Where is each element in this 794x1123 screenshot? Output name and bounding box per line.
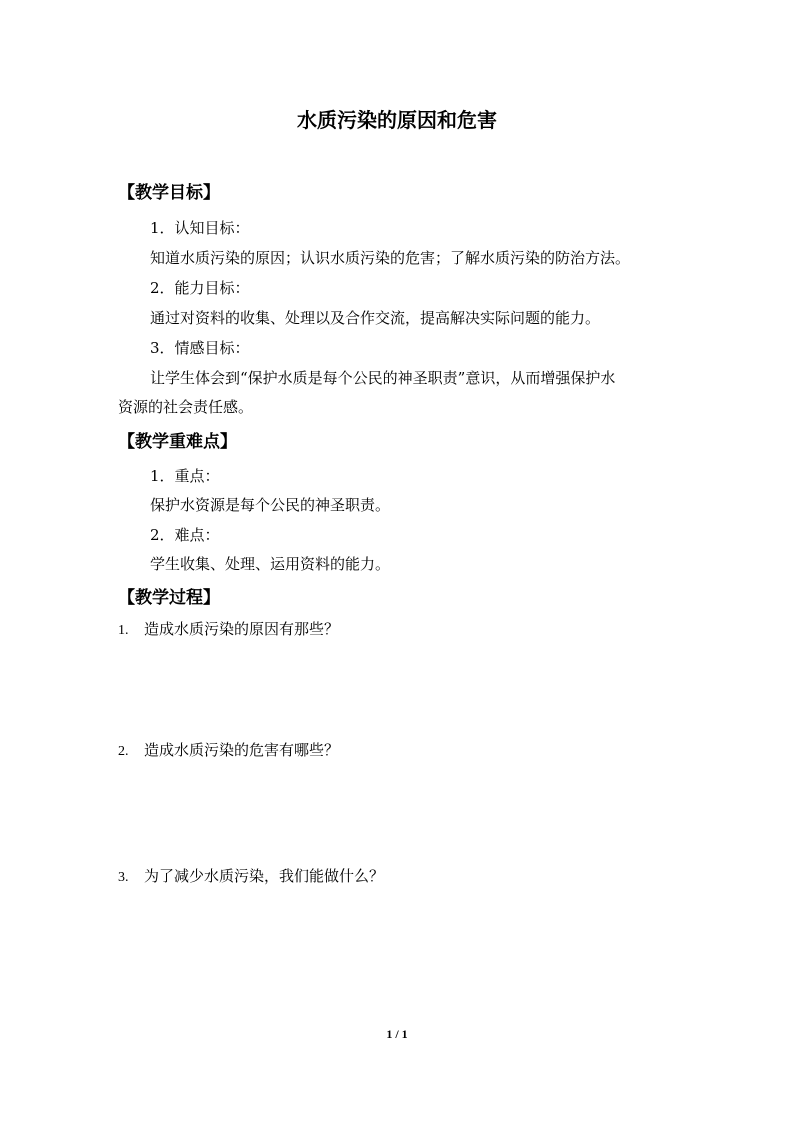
question-text: 为了减少水质污染，我们能做什么？ xyxy=(144,867,385,885)
page-number-footer: 1 / 1 xyxy=(386,1027,408,1041)
key-point-2-label: 2．难点： xyxy=(150,526,220,544)
key-point-2-text: 学生收集、处理、运用资料的能力。 xyxy=(150,555,391,573)
document-title: 水质污染的原因和危害 xyxy=(297,108,497,132)
question-number: 3. xyxy=(118,870,129,885)
goal-item-3-label: 3．情感目标： xyxy=(150,339,250,357)
section-heading-key-points: 【教学重难点】 xyxy=(118,432,237,452)
key-point-1-label: 1．重点： xyxy=(150,467,220,485)
goal-item-2-text: 通过对资料的收集、处理以及合作交流，提高解决实际问题的能力。 xyxy=(150,309,601,327)
key-point-1-text: 保护水资源是每个公民的神圣职责。 xyxy=(150,496,391,514)
question-text: 造成水质污染的原因有那些？ xyxy=(144,620,340,638)
question-number: 2. xyxy=(118,744,129,759)
process-question-2 xyxy=(118,739,339,760)
goal-item-1-text: 知道水质污染的原因；认识水质污染的危害；了解水质污染的防治方法。 xyxy=(150,249,631,267)
process-question-3 xyxy=(118,865,384,886)
section-heading-process: 【教学过程】 xyxy=(118,588,220,608)
section-heading-goals: 【教学目标】 xyxy=(118,183,220,203)
process-question-1 xyxy=(118,618,339,639)
question-number: 1. xyxy=(118,623,129,638)
goal-item-1-label: 1．认知目标： xyxy=(150,219,250,237)
question-text: 造成水质污染的危害有哪些？ xyxy=(144,741,340,759)
goal-item-3-text-line2: 资源的社会责任感。 xyxy=(118,398,254,416)
goal-item-3-text-line1: 让学生体会到“保护水质是每个公民的神圣职责”意识，从而增强保护水 xyxy=(150,369,616,387)
goal-item-2-label: 2．能力目标： xyxy=(150,279,250,297)
